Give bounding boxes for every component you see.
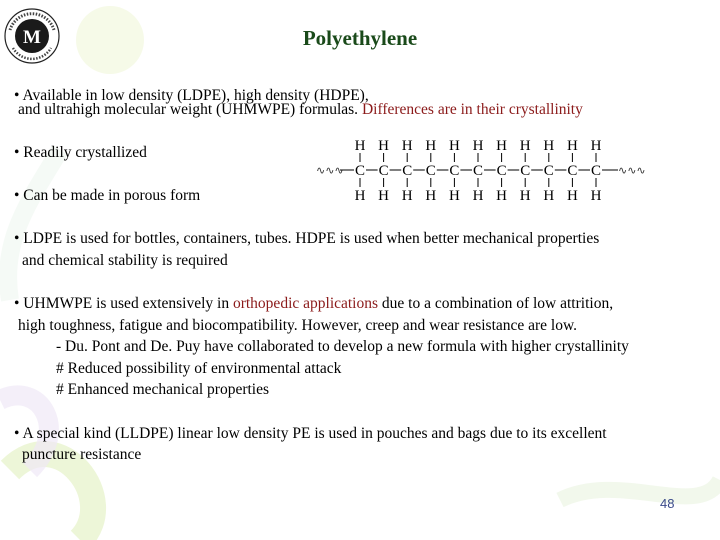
hydrogen-atom: H (590, 188, 602, 204)
polyethylene-structure-diagram (312, 136, 652, 204)
hydrogen-atom: H (448, 138, 460, 154)
carbon-atom: C (590, 163, 602, 179)
hydrogen-atom: H (425, 138, 437, 154)
hydrogen-atom: H (354, 138, 366, 154)
bullet-5-sub-2: # Reduced possibility of environmental attack (56, 360, 342, 377)
carbon-atom: C (378, 163, 389, 179)
chain-end-left: ∿∿∿ (316, 164, 344, 177)
hydrogen-atom: H (448, 188, 460, 204)
bullet-5-text-a: • UHMWPE is used extensively in (14, 295, 233, 312)
bullet-5-sub-3: # Enhanced mechanical properties (56, 381, 270, 398)
bullet-6-line-2: puncture resistance (22, 446, 142, 463)
hydrogen-atom: H (543, 138, 555, 154)
carbon-atom: C (567, 163, 578, 179)
bullet-5-highlight: orthopedic applications (232, 295, 379, 312)
carbon-atom: C (449, 163, 460, 179)
carbon-atom: C (496, 163, 507, 179)
slide-title: Polyethylene (302, 26, 418, 50)
hydrogen-atom: H (519, 188, 531, 204)
bullet-1-line-2 (18, 101, 583, 119)
hydrogen-atom: H (378, 138, 390, 154)
chain-end-right: ∿∿∿ (618, 164, 646, 177)
hydrogen-atom: H (543, 188, 555, 204)
bullet-1-line-1: • Available in low density (LDPE), high density (HDPE), (14, 87, 369, 104)
hydrogen-atom: H (425, 188, 437, 204)
hydrogen-atom: H (401, 188, 413, 204)
hydrogen-atom: H (378, 188, 390, 204)
bullet-3: • Can be made in porous form (14, 187, 201, 204)
hydrogen-atom: H (354, 188, 366, 204)
hydrogen-atom: H (519, 138, 531, 154)
hydrogen-atom: H (496, 188, 508, 204)
hydrogen-atom: H (401, 138, 413, 154)
hydrogen-atom: H (566, 138, 578, 154)
carbon-atom: C (354, 163, 366, 179)
hydrogen-atom: H (590, 138, 602, 154)
bullet-1-text: and ultrahigh molecular weight (UHMWPE) formulas. (18, 101, 362, 118)
bullet-1-highlight: Differences are in their crystallinity (361, 101, 583, 118)
bullet-5-line-2: high toughness, fatigue and biocompatibility. However, creep and wear resistance are low. (18, 317, 578, 334)
bullet-5-line-1 (14, 295, 613, 313)
carbon-atom: C (472, 163, 484, 179)
hydrogen-atom: H (566, 188, 578, 204)
carbon-atom: C (543, 163, 554, 179)
page-number: 48 (660, 496, 675, 511)
bullet-5-sub-1: - Du. Pont and De. Puy have collaborated to develop a new formula with higher crystallinity (56, 338, 629, 355)
bullet-6-line-1: • A special kind (LLDPE) linear low density PE is used in pouches and bags due to its excellent (14, 425, 607, 442)
svg-text:M: M (23, 27, 41, 48)
carbon-atom: C (425, 163, 436, 179)
hydrogen-atom: H (472, 138, 484, 154)
bullet-4-line-1: • LDPE is used for bottles, containers, tubes. HDPE is used when better mechanical properties (14, 230, 600, 247)
bullet-5-text-c: due to a combination of low attrition, (378, 295, 614, 312)
carbon-atom: C (402, 163, 413, 179)
bullet-2: • Readily crystallized (14, 144, 147, 161)
hydrogen-atom: H (496, 138, 508, 154)
carbon-atom: C (520, 163, 531, 179)
bullet-4-line-2: and chemical stability is required (22, 252, 228, 269)
hydrogen-atom: H (472, 188, 484, 204)
